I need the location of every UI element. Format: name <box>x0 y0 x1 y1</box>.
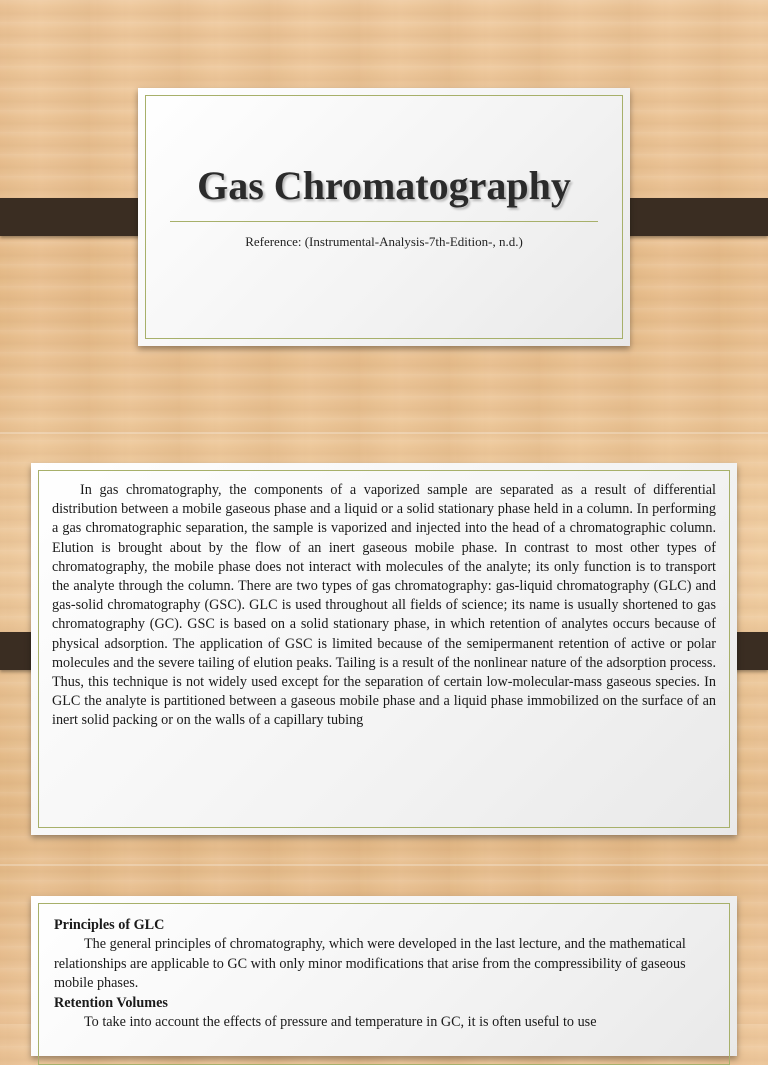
section-heading: Principles of GLC <box>54 917 165 933</box>
page-title: Gas Chromatography <box>197 163 571 208</box>
slide-1 <box>0 0 768 432</box>
title-underline <box>170 221 598 222</box>
section-paragraph: To take into account the effects of pressure and temperature in GC, it is often useful to use <box>84 1014 597 1031</box>
section-paragraph: The general principles of chromatography, which were developed in the last lecture, and the mathematical relationships are applicable to GC with only minor modifications that arise from the compressibility of gaseous mobile phases. <box>54 936 686 992</box>
title-card <box>138 88 630 346</box>
body-paragraph: In gas chromatography, the components of a vaporized sample are separated as a result of differential distribution between a mobile gaseous phase and a liquid or a solid stationary phase held in a column. In performing a gas chromatographic separation, the sample is vaporized and injected into the head of a chromatographic column. Elution is brought about by the flow of an inert gaseous mobile phase. In contrast to most other types of chromatography, the mobile phase does not interact with molecules of the analyte; its only function is to transport the analyte through the column. There are two types of gas chromatography: gas-liquid chromatography (GLC) and gas-solid chromatography (GSC). GLC is used throughout all fields of science; its name is usually shortened to gas chromatography (GC). GSC is based on a solid stationary phase, in which retention of analytes occurs because of physical adsorption. The application of GSC is limited because of the semipermanent retention of active or polar molecules and the severe tailing of elution peaks. Tailing is a result of the nonlinear nature of the adsorption process. Thus, this technique is not widely used except for the separation of certain low-molecular-mass gaseous species. In GLC the analyte is partitioned between a gaseous mobile phase and a liquid phase immobilized on the surface of an inert solid packing or on the walls of a capillary tubing <box>52 482 716 729</box>
card-border <box>145 95 623 339</box>
section-heading: Retention Volumes <box>54 994 168 1011</box>
reference-text: Reference: (Instrumental-Analysis-7th-Edition-, n.d.) <box>245 234 523 249</box>
slide-3-text <box>54 916 716 1032</box>
